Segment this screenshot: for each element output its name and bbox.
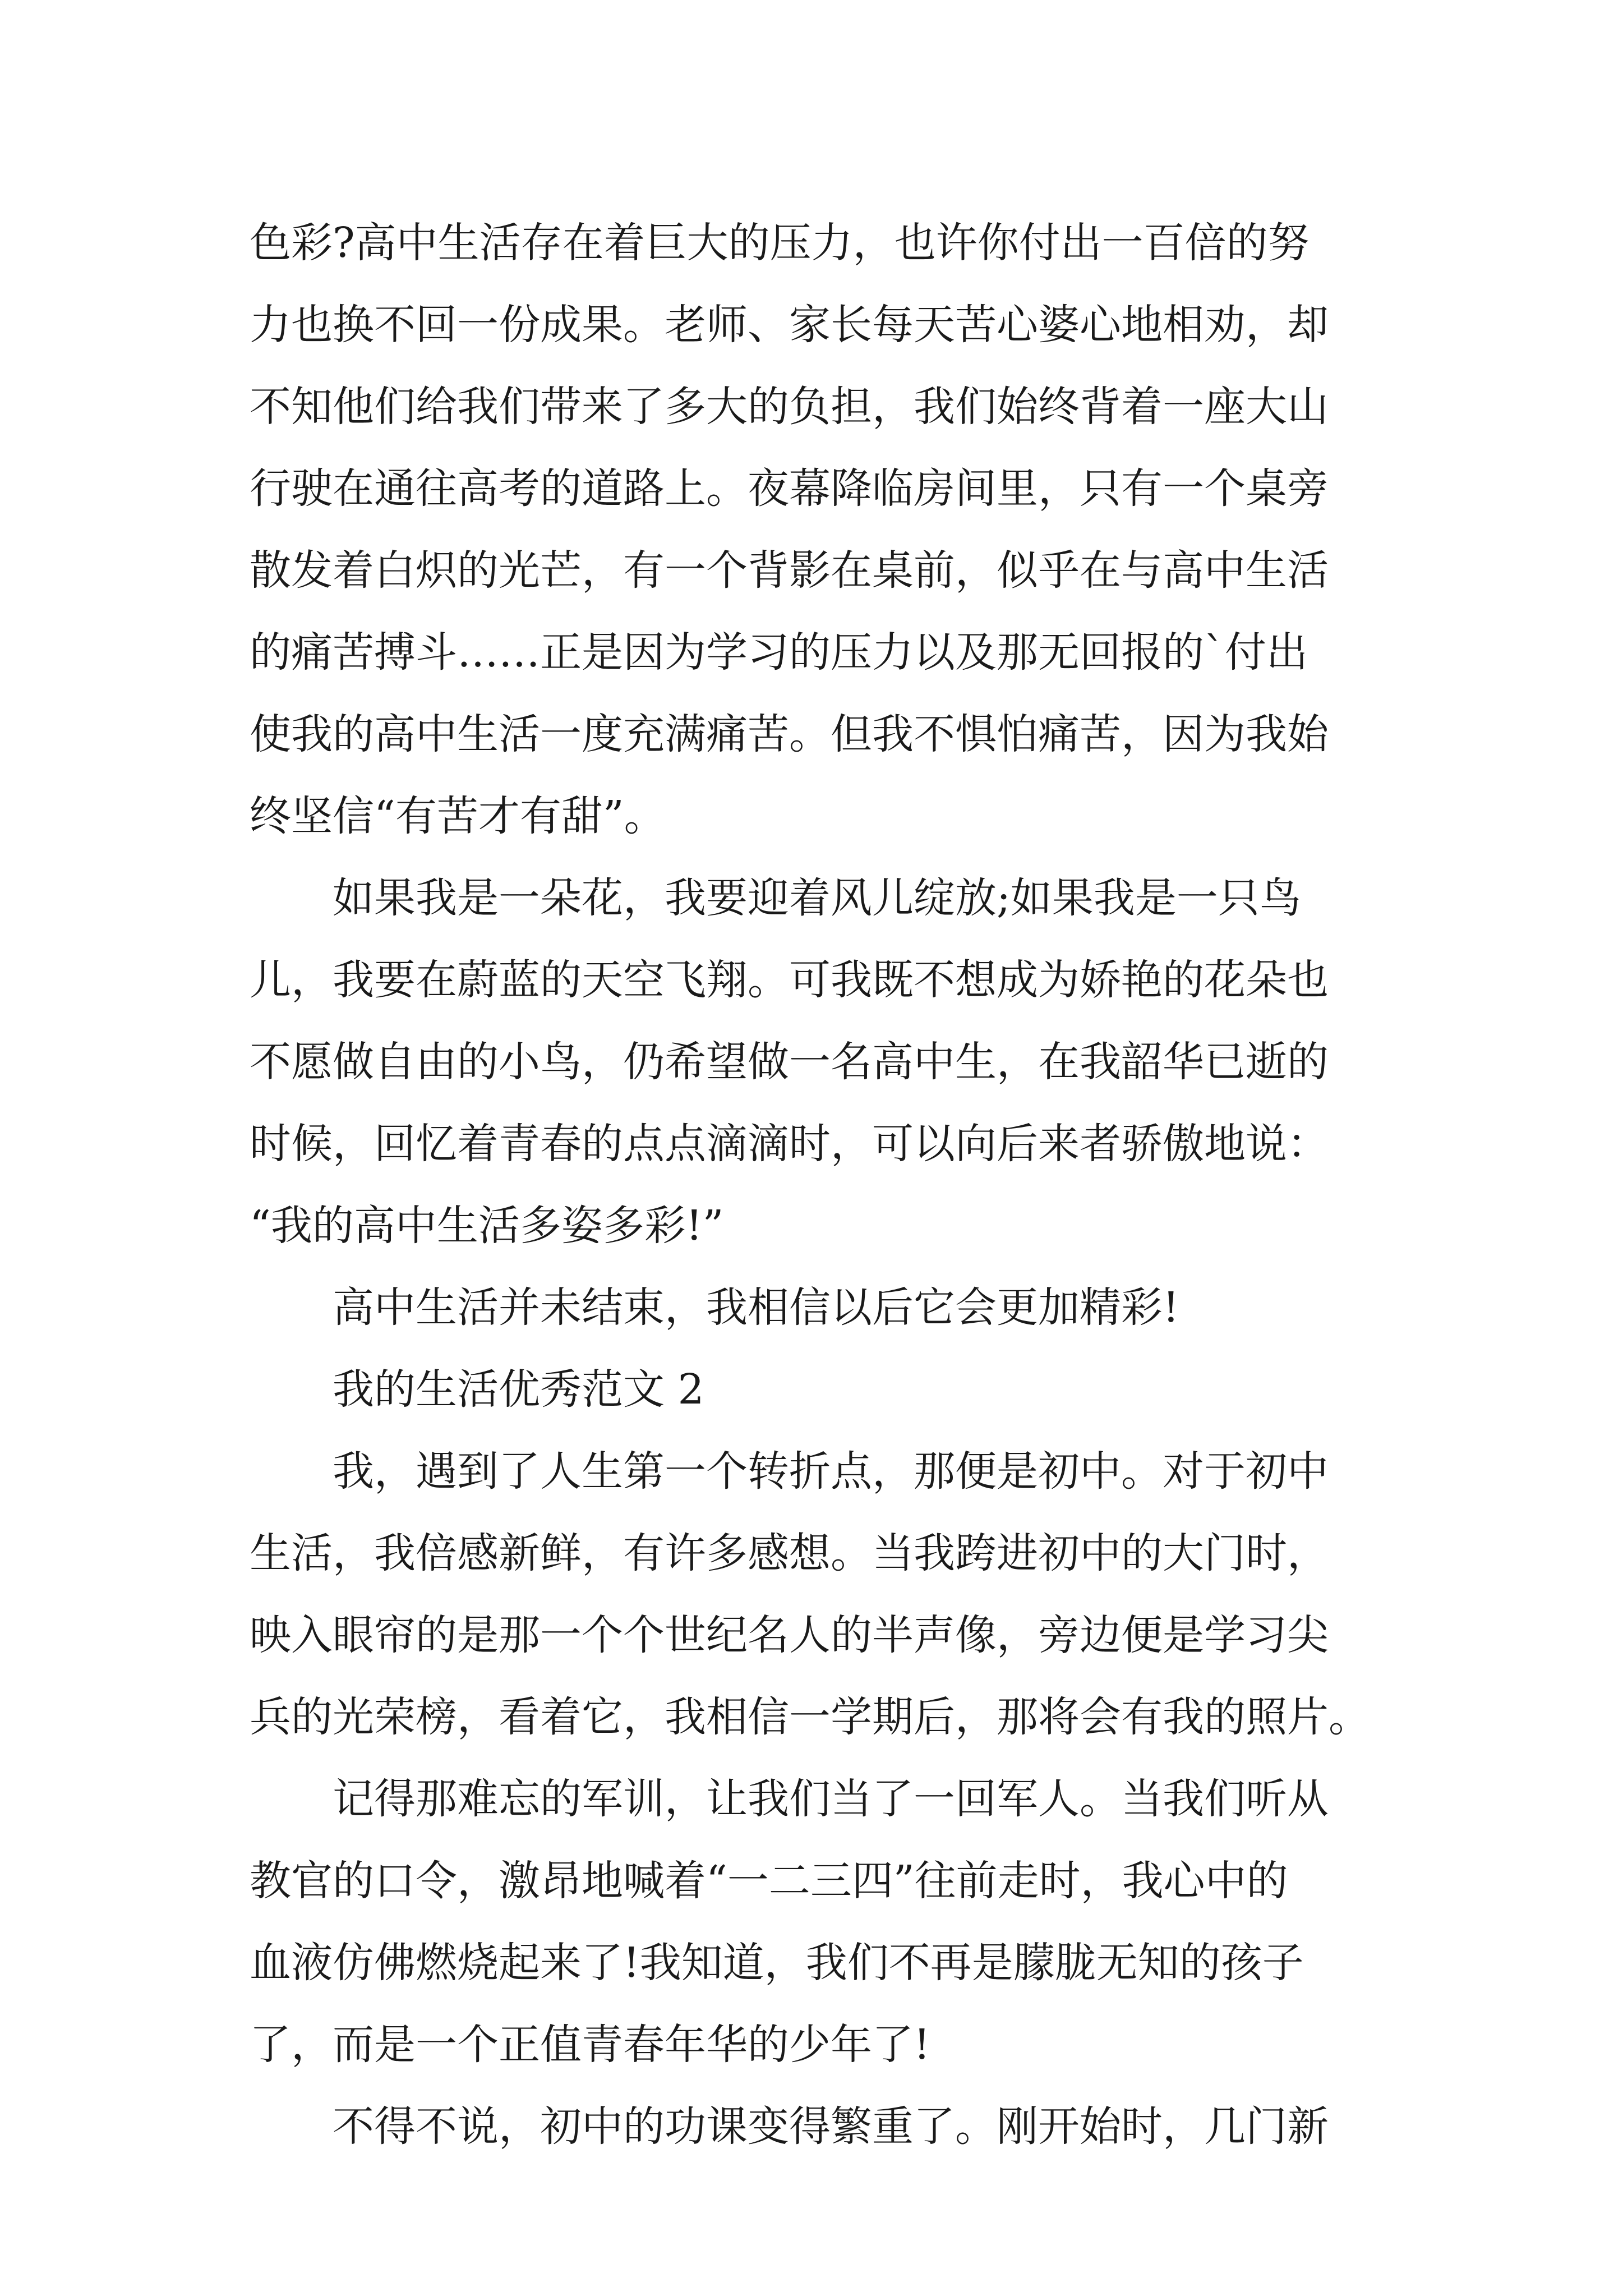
text-line: 的痛苦搏斗……正是因为学习的压力以及那无回报的`付出 <box>250 628 1308 677</box>
paragraph-start-line: 记得那难忘的军训，让我们当了一回军人。当我们听从 <box>333 1775 1329 1823</box>
text-line: 儿，我要在蔚蓝的天空飞翔。可我既不想成为娇艳的花朵也 <box>250 956 1329 1004</box>
document-body <box>250 202 1382 2168</box>
text-line: 力也换不回一份成果。老师、家长每天苦心婆心地相劝，却 <box>250 301 1329 349</box>
text-line: 教官的口令，激昂地喊着“一二三四”往前走时，我心中的 <box>250 1857 1288 1905</box>
text-line: 映入眼帘的是那一个个世纪名人的半声像，旁边便是学习尖 <box>250 1611 1329 1659</box>
paragraph-start-line: 不得不说，初中的功课变得繁重了。刚开始时，几门新 <box>333 2102 1329 2151</box>
text-line: 生活，我倍感新鲜，有许多感想。当我跨进初中的大门时， <box>250 1529 1329 1577</box>
section-heading: 我的生活优秀范文 2 <box>333 1365 704 1414</box>
paragraph-start-line: 我，遇到了人生第一个转折点，那便是初中。对于初中 <box>333 1447 1329 1496</box>
text-line: “我的高中生活多姿多彩!” <box>250 1202 724 1250</box>
text-line: 使我的高中生活一度充满痛苦。但我不惧怕痛苦，因为我始 <box>250 710 1329 758</box>
text-line: 时候，回忆着青春的点点滴滴时，可以向后来者骄傲地说： <box>250 1120 1329 1168</box>
text-line: 色彩?高中生活存在着巨大的压力，也许你付出一百倍的努 <box>250 219 1310 267</box>
paragraph-start-line: 如果我是一朵花，我要迎着风儿绽放;如果我是一只鸟 <box>333 874 1301 922</box>
text-line: 了，而是一个正值青春年华的少年了! <box>250 2021 930 2069</box>
text-line: 不愿做自由的小鸟，仍希望做一名高中生，在我韶华已逝的 <box>250 1038 1329 1086</box>
text-line: 行驶在通往高考的道路上。夜幕降临房间里，只有一个桌旁 <box>250 464 1329 513</box>
text-line: 不知他们给我们带来了多大的负担，我们始终背着一座大山 <box>250 383 1329 431</box>
text-line: 散发着白炽的光芒，有一个背影在桌前，似乎在与高中生活 <box>250 546 1329 595</box>
text-line: 血液仿佛燃烧起来了!我知道，我们不再是朦胧无知的孩子 <box>250 1939 1304 1987</box>
text-line: 兵的光荣榜，看着它，我相信一学期后，那将会有我的照片。 <box>250 1693 1370 1741</box>
paragraph-start-line: 高中生活并未结束，我相信以后它会更加精彩! <box>333 1283 1179 1332</box>
text-line: 终坚信“有苦才有甜”。 <box>250 792 666 840</box>
